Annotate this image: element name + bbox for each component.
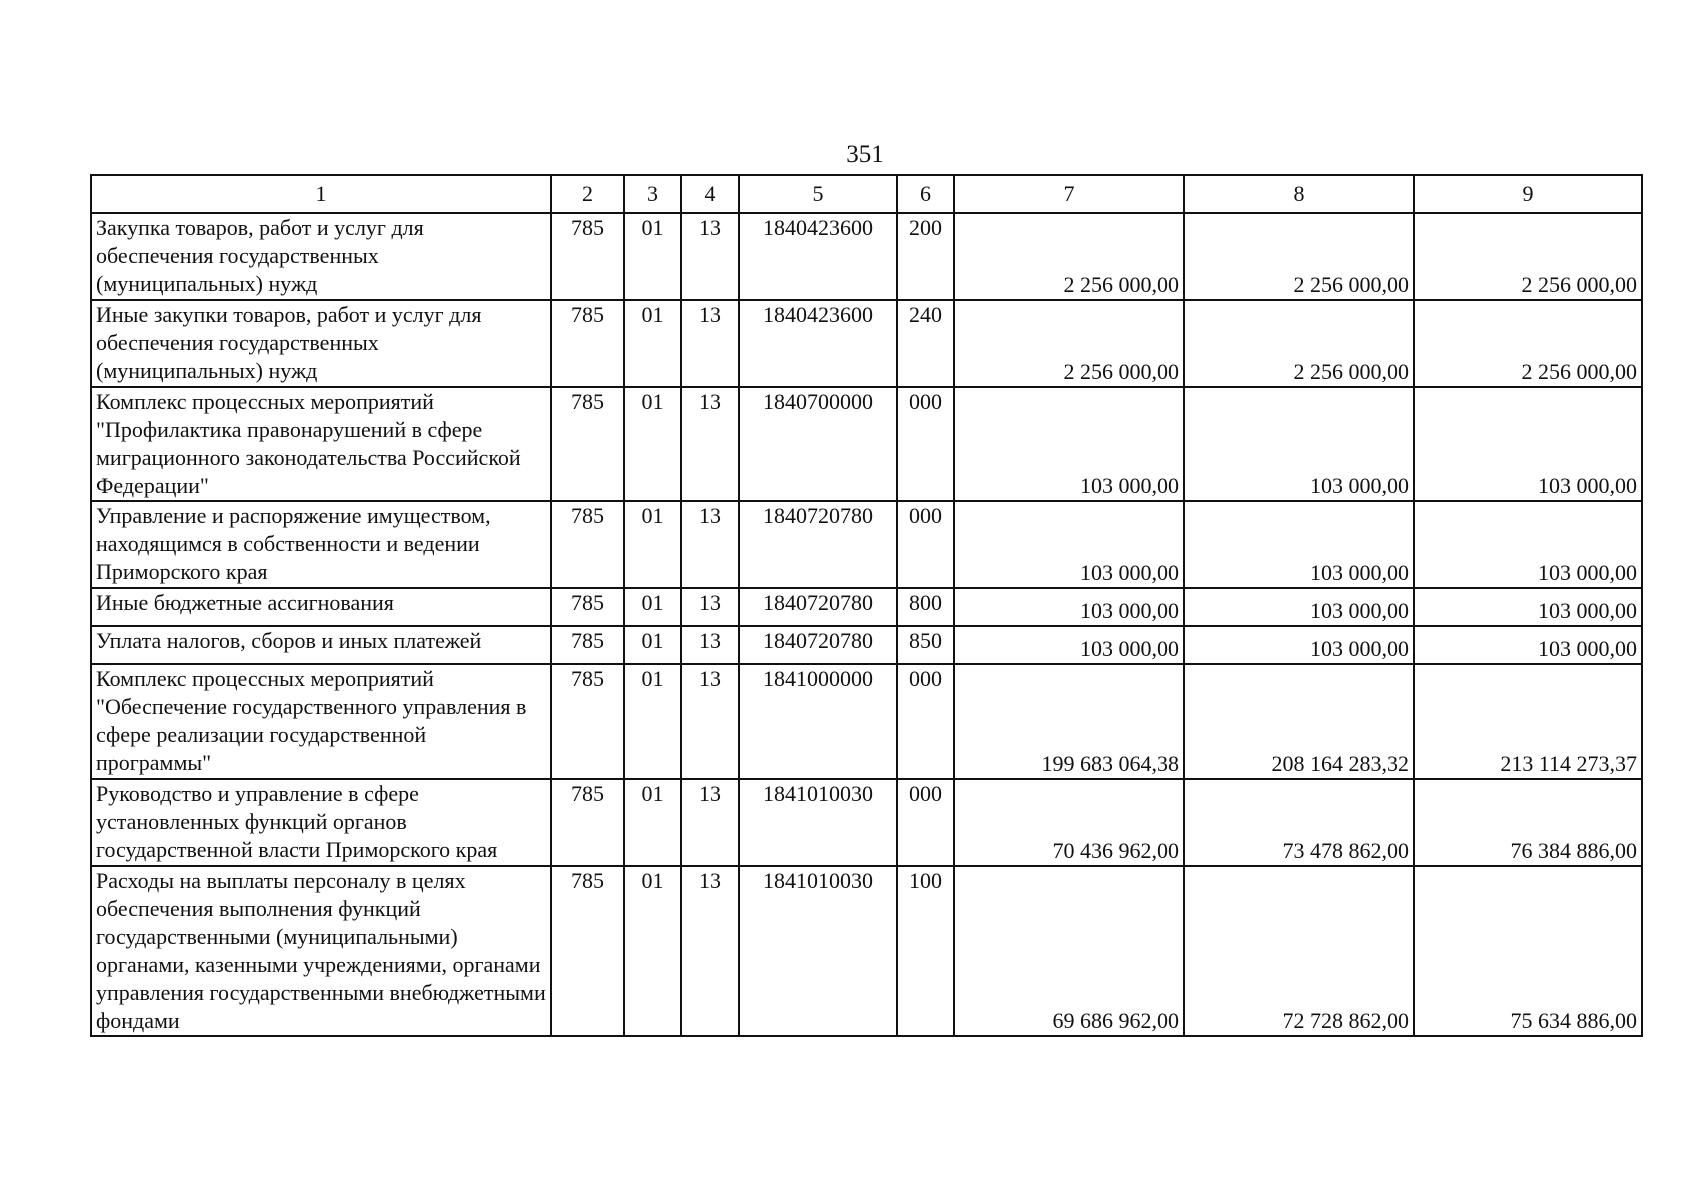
row-code-3: 01 xyxy=(624,387,681,501)
row-amount-8: 103 000,00 xyxy=(1184,626,1414,664)
row-amount-7: 69 686 962,00 xyxy=(954,866,1184,1036)
row-code-4: 13 xyxy=(681,664,739,779)
table-row xyxy=(91,664,1642,779)
row-amount-8: 2 256 000,00 xyxy=(1184,213,1414,300)
row-code-3: 01 xyxy=(624,779,681,866)
row-code-6: 850 xyxy=(897,626,954,664)
row-amount-8: 2 256 000,00 xyxy=(1184,300,1414,387)
row-code-6: 100 xyxy=(897,866,954,1036)
column-header: 9 xyxy=(1414,175,1642,213)
row-amount-9: 76 384 886,00 xyxy=(1414,779,1642,866)
row-name: Комплекс процессных мероприятий "Профилактика правонарушений в сфере миграционного законодательства Российской Федерации" xyxy=(91,387,551,501)
table-row xyxy=(91,300,1642,387)
table-row xyxy=(91,213,1642,300)
row-amount-7: 103 000,00 xyxy=(954,501,1184,588)
row-name: Иные закупки товаров, работ и услуг для обеспечения государственных (муниципальных) нужд xyxy=(91,300,551,387)
row-code-6: 000 xyxy=(897,501,954,588)
row-code-5: 1840700000 xyxy=(739,387,897,501)
row-code-2: 785 xyxy=(551,866,624,1036)
row-code-4: 13 xyxy=(681,387,739,501)
row-amount-8: 103 000,00 xyxy=(1184,588,1414,626)
row-amount-8: 208 164 283,32 xyxy=(1184,664,1414,779)
budget-table xyxy=(90,174,1643,1037)
table-row xyxy=(91,626,1642,664)
table-row xyxy=(91,779,1642,866)
row-code-6: 000 xyxy=(897,779,954,866)
row-code-5: 1841000000 xyxy=(739,664,897,779)
row-code-5: 1840423600 xyxy=(739,213,897,300)
row-amount-9: 2 256 000,00 xyxy=(1414,213,1642,300)
row-code-4: 13 xyxy=(681,779,739,866)
table-row xyxy=(91,501,1642,588)
row-amount-9: 75 634 886,00 xyxy=(1414,866,1642,1036)
row-amount-9: 103 000,00 xyxy=(1414,626,1642,664)
row-code-2: 785 xyxy=(551,213,624,300)
row-amount-9: 213 114 273,37 xyxy=(1414,664,1642,779)
row-amount-9: 103 000,00 xyxy=(1414,588,1642,626)
row-code-4: 13 xyxy=(681,300,739,387)
row-amount-7: 103 000,00 xyxy=(954,626,1184,664)
row-name: Уплата налогов, сборов и иных платежей xyxy=(91,626,551,664)
column-header: 5 xyxy=(739,175,897,213)
row-amount-9: 103 000,00 xyxy=(1414,501,1642,588)
row-code-4: 13 xyxy=(681,588,739,626)
row-code-3: 01 xyxy=(624,626,681,664)
row-amount-8: 72 728 862,00 xyxy=(1184,866,1414,1036)
table-row xyxy=(91,387,1642,501)
row-name: Закупка товаров, работ и услуг для обеспечения государственных (муниципальных) нужд xyxy=(91,213,551,300)
row-name: Комплекс процессных мероприятий "Обеспечение государственного управления в сфере реализации государственной программы" xyxy=(91,664,551,779)
row-code-3: 01 xyxy=(624,664,681,779)
row-amount-8: 73 478 862,00 xyxy=(1184,779,1414,866)
row-code-6: 200 xyxy=(897,213,954,300)
row-code-6: 240 xyxy=(897,300,954,387)
row-code-6: 800 xyxy=(897,588,954,626)
row-name: Руководство и управление в сфере установленных функций органов государственной власти Приморского края xyxy=(91,779,551,866)
row-name: Управление и распоряжение имуществом, находящимся в собственности и ведении Приморского края xyxy=(91,501,551,588)
row-name: Расходы на выплаты персоналу в целях обеспечения выполнения функций государственными (муниципальными) органами, казенными учреждениями, органами управления государственными внебюджетными фондами xyxy=(91,866,551,1036)
row-amount-8: 103 000,00 xyxy=(1184,501,1414,588)
column-header: 1 xyxy=(91,175,551,213)
row-code-3: 01 xyxy=(624,213,681,300)
row-code-3: 01 xyxy=(624,300,681,387)
column-header: 2 xyxy=(551,175,624,213)
row-amount-9: 2 256 000,00 xyxy=(1414,300,1642,387)
row-amount-9: 103 000,00 xyxy=(1414,387,1642,501)
row-amount-8: 103 000,00 xyxy=(1184,387,1414,501)
column-header: 7 xyxy=(954,175,1184,213)
row-code-6: 000 xyxy=(897,664,954,779)
row-code-4: 13 xyxy=(681,626,739,664)
row-code-6: 000 xyxy=(897,387,954,501)
row-amount-7: 103 000,00 xyxy=(954,588,1184,626)
row-name: Иные бюджетные ассигнования xyxy=(91,588,551,626)
header-row xyxy=(91,175,1642,213)
table-row xyxy=(91,866,1642,1036)
page-number: 351 xyxy=(846,141,884,168)
row-code-4: 13 xyxy=(681,866,739,1036)
row-code-5: 1840423600 xyxy=(739,300,897,387)
row-amount-7: 199 683 064,38 xyxy=(954,664,1184,779)
column-header: 8 xyxy=(1184,175,1414,213)
row-code-5: 1840720780 xyxy=(739,626,897,664)
row-amount-7: 103 000,00 xyxy=(954,387,1184,501)
column-header: 6 xyxy=(897,175,954,213)
row-code-5: 1840720780 xyxy=(739,501,897,588)
row-code-5: 1841010030 xyxy=(739,866,897,1036)
row-code-2: 785 xyxy=(551,387,624,501)
row-amount-7: 70 436 962,00 xyxy=(954,779,1184,866)
row-code-3: 01 xyxy=(624,866,681,1036)
column-header: 4 xyxy=(681,175,739,213)
row-code-2: 785 xyxy=(551,626,624,664)
row-code-2: 785 xyxy=(551,664,624,779)
row-code-2: 785 xyxy=(551,588,624,626)
row-code-2: 785 xyxy=(551,300,624,387)
row-code-2: 785 xyxy=(551,779,624,866)
row-code-4: 13 xyxy=(681,501,739,588)
row-code-3: 01 xyxy=(624,501,681,588)
row-code-4: 13 xyxy=(681,213,739,300)
row-amount-7: 2 256 000,00 xyxy=(954,300,1184,387)
column-header: 3 xyxy=(624,175,681,213)
row-amount-7: 2 256 000,00 xyxy=(954,213,1184,300)
table-row xyxy=(91,588,1642,626)
row-code-3: 01 xyxy=(624,588,681,626)
row-code-2: 785 xyxy=(551,501,624,588)
row-code-5: 1840720780 xyxy=(739,588,897,626)
row-code-5: 1841010030 xyxy=(739,779,897,866)
